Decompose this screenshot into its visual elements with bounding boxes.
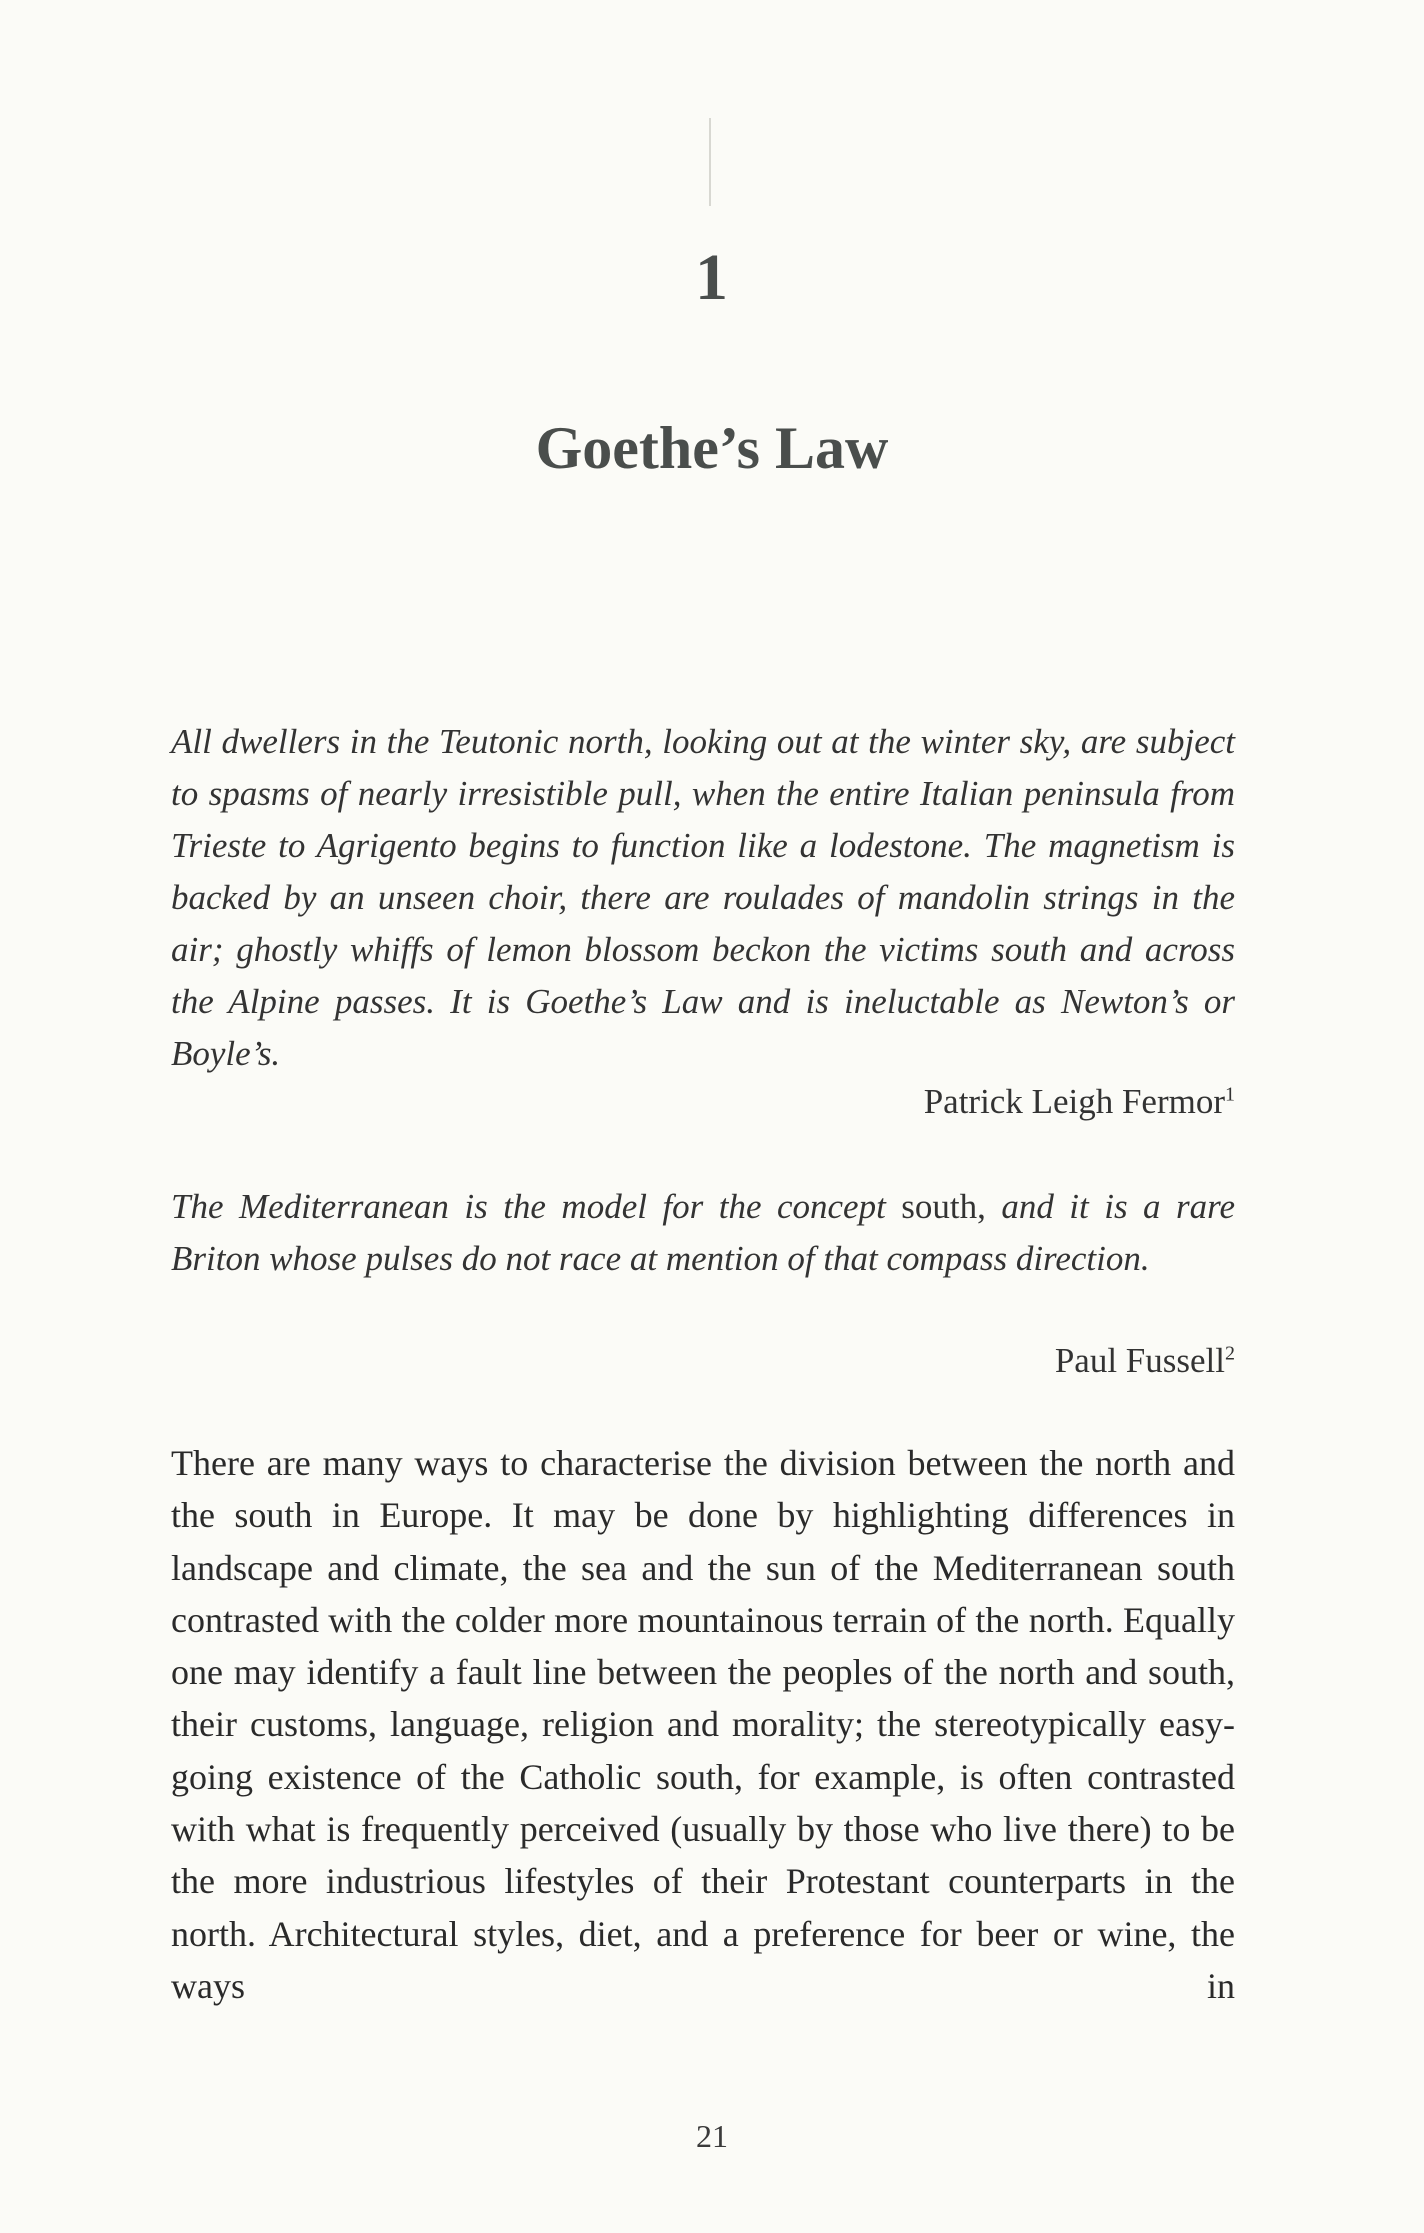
- footnote-marker: 2: [1225, 1342, 1235, 1365]
- epigraph-attribution-fermor: [924, 1076, 1235, 1128]
- epigraph-text-start: The Mediterranean is the model for the concept: [171, 1187, 886, 1226]
- epigraph-attribution-fussell: [1055, 1335, 1235, 1387]
- chapter-number: 1: [695, 241, 729, 314]
- epigraph-emphasis: south,: [901, 1187, 986, 1226]
- epigraph-text-end: and it is a rare Briton whose pulses do not race at mention of that compass direction.: [171, 1187, 1235, 1278]
- attribution-author: Paul Fussell: [1054, 1341, 1225, 1380]
- footnote-marker: 1: [1225, 1083, 1235, 1106]
- epigraph-fermor: All dwellers in the Teutonic north, looking out at the winter sky, are subject to spasms of nearly irresistible pull, when the entire Italian peninsula from Trieste to Agrigento begins to function like a lodestone. The magnetism is backed by an unseen choir, there are roulades of mandolin strings in the air; ghostly whiffs of lemon blossom beckon the victims south and across the Alpine passes. It is Goethe’s Law and is ineluctable as Newton’s or Boyle’s.: [171, 722, 1235, 1073]
- chapter-title: Goethe’s Law: [535, 415, 889, 481]
- body-paragraph: There are many ways to characterise the division between the north and the south in Europe. It may be done by highlighting differences in landscape and climate, the sea and the sun of the Mediterranean south contrasted with the colder more mountainous terrain of the north. Equally one may identify a fault line between the peoples of the north and south, their customs, language, religion and morality; the stereotypically easy-going existence of the Catholic south, for example, is often contrasted with what is frequently perceived (usually by those who live there) to be the more industrious lifestyles of their Protestant counterparts in the north. Architectural styles, diet, and a preference for beer or wine, the ways in: [171, 1443, 1235, 2006]
- scan-artifact-mark: [709, 118, 711, 206]
- epigraph-fussell: [171, 1181, 1235, 1285]
- page-number: 21: [696, 2118, 728, 2154]
- attribution-author: Patrick Leigh Fermor: [923, 1082, 1225, 1121]
